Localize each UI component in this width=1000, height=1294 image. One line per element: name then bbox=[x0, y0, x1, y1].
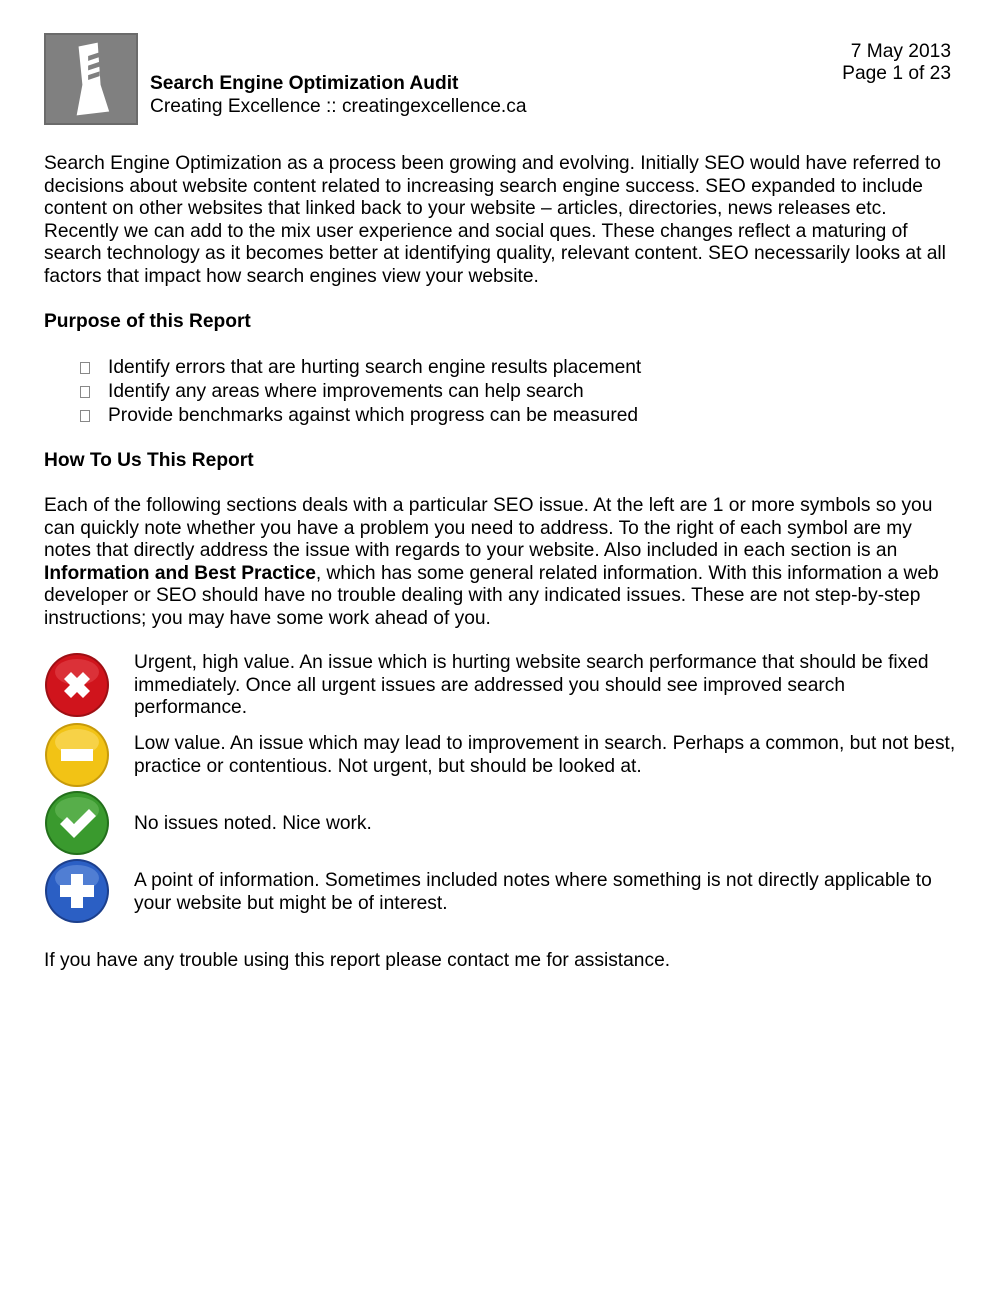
symbol-description: Low value. An issue which may lead to improvement in search. Perhaps a common, but not best, practice or contentious. Not urgent, but should be looked at. bbox=[134, 733, 956, 777]
bullet-box-icon bbox=[80, 410, 90, 422]
green-check-icon bbox=[44, 790, 110, 856]
purpose-heading: Purpose of this Report bbox=[44, 311, 251, 332]
symbol-description: Urgent, high value. An issue which is hurting website search performance that should be fixed immediately. Once all urgent issues are addressed you should see improved search performance. bbox=[134, 652, 929, 719]
bullet-box-icon bbox=[80, 362, 90, 374]
yellow-minus-icon bbox=[44, 722, 110, 788]
closing-paragraph: If you have any trouble using this report please contact me for assistance. bbox=[44, 950, 671, 971]
intro-paragraph: Search Engine Optimization as a process been growing and evolving. Initially SEO would have referred to decisions about website content related to increasing search engine success. SEO expanded to include content on other websites that linked back to your website – articles, directories, news releases etc. Recently we can add to the mix user experience and social ques. These changes reflect a maturing of search technology as it becomes better at identifying quality, relevant content. SEO necessarily looks at all factors that impact how search engines view your website. bbox=[44, 153, 946, 287]
bullet-box-icon bbox=[80, 386, 90, 398]
symbol-description: A point of information. Sometimes included notes where something is not directly applicable to your website but might be of interest. bbox=[134, 870, 932, 914]
report-date: 7 May 2013 bbox=[850, 41, 951, 62]
list-item: Provide benchmarks against which progress can be measured bbox=[78, 404, 641, 428]
list-item: Identify errors that are hurting search engine results placement bbox=[78, 356, 641, 380]
report-subtitle: Creating Excellence :: creatingexcellence.ca bbox=[150, 96, 527, 117]
list-item: Identify any areas where improvements can help search bbox=[78, 380, 641, 404]
symbol-description: No issues noted. Nice work. bbox=[134, 813, 372, 834]
report-title: Search Engine Optimization Audit bbox=[150, 73, 459, 94]
blue-plus-icon bbox=[44, 858, 110, 924]
howto-heading: How To Us This Report bbox=[44, 450, 254, 471]
purpose-list bbox=[78, 356, 641, 428]
company-logo bbox=[44, 33, 138, 125]
howto-bold-phrase: Information and Best Practice bbox=[44, 562, 316, 584]
page-number: Page 1 of 23 bbox=[842, 63, 951, 84]
red-x-icon bbox=[44, 652, 110, 718]
howto-paragraph: Each of the following sections deals with a particular SEO issue. At the left are 1 or more symbols so you can quickly note whether you have a problem you need to address. To the right of each symbol are my notes that directly address the issue with regards to your website. Also included in each section is an Information and Best Practice, which has some general related information. With this information a web developer or SEO should have no trouble dealing with any indicated issues. These are not step-by-step instructions; you may have some work ahead of you. bbox=[44, 495, 939, 629]
